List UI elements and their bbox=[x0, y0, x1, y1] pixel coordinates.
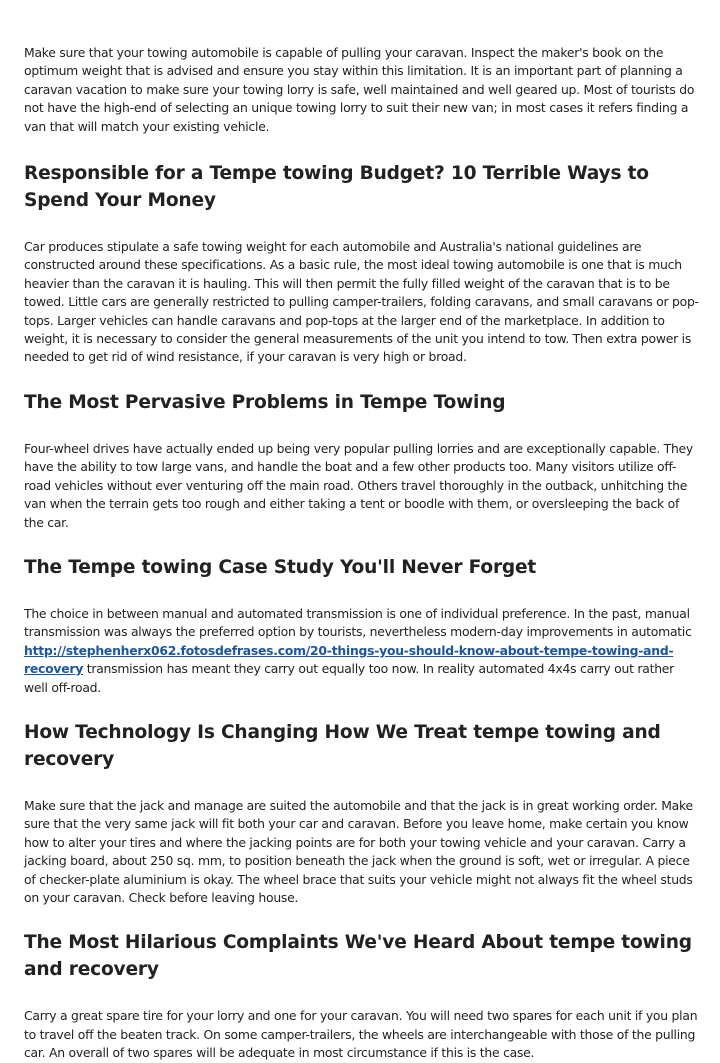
section-paragraph: Carry a great spare tire for your lorry and one for your caravan. You will need two spares for each unit if you plan to travel off the beaten track. On some camper-trailers, the wheels are interchangeable with those of the pulling car. An overall of two spares will be adequate in most circumstance if this is the case. bbox=[24, 1008, 698, 1061]
section-budget bbox=[24, 160, 700, 367]
section-paragraph: Car produces stipulate a safe towing weight for each automobile and Australia's national guidelines are constructed around these specifications. As a basic rule, the most ideal towing automobile is one that is much heavier than the caravan it is hauling. This will then permit the fully filled weight of the caravan that is to be towed. Little cars are generally restricted to pulling camper-trailers, folding caravans, and small caravans or pop-tops. Larger vehicles can handle caravans and pop-tops at the larger end of the marketplace. In addition to weight, it is necessary to consider the general measurements of the unit you intend to tow. Then extra power is needed to get rid of wind resistance, if your caravan is very high or broad. bbox=[24, 239, 699, 365]
section-heading: The Tempe towing Case Study You'll Never Forget bbox=[24, 556, 537, 578]
section-heading: The Most Hilarious Complaints We've Heard About tempe towing and recovery bbox=[24, 932, 692, 981]
section-heading: The Most Pervasive Problems in Tempe Towing bbox=[24, 391, 506, 413]
paragraph-text-after-link: transmission has meant they carry out equally too now. In reality automated 4x4s carry out rather well off-road. bbox=[24, 661, 675, 695]
section-paragraph: Make sure that the jack and manage are suited the automobile and that the jack is in great working order. Make sure that the very same jack will fit both your car and caravan. Before you leave home, make certain you know how to alter your tires and where the jacking points are for both your towing vehicle and your caravan. Carry a jacking board, about 250 sq. mm, to position beneath the jack when the ground is soft, wet or irregular. A piece of checker-plate aluminium is okay. The wheel brace that suits your vehicle might not always fit the wheel studs on your caravan. Check before leaving house. bbox=[24, 797, 693, 905]
section-paragraph: Four-wheel drives have actually ended up being very popular pulling lorries and are exceptionally capable. They have the ability to tow large vans, and handle the boat and a few other products too. Many visitors utilize off-road vehicles without ever venturing off the main road. Others travel thoroughly in the outback, unhitching the van when the terrain gets too rough and either taking a tent or boodle with them, or oversleeping the back of the car. bbox=[24, 440, 694, 530]
section-paragraph bbox=[24, 605, 700, 697]
section-problems bbox=[24, 389, 700, 532]
section-complaints bbox=[24, 929, 700, 1062]
paragraph-text-before-link: The choice in between manual and automated transmission is one of individual preference. In the past, manual transmission was always the preferred option by tourists, nevertheless modern-day improvements in automatic bbox=[24, 605, 692, 640]
section-heading: How Technology Is Changing How We Treat tempe towing and recovery bbox=[24, 721, 661, 770]
section-heading: Responsible for a Tempe towing Budget? 10 Terrible Ways to Spend Your Money bbox=[24, 163, 649, 212]
section-technology bbox=[24, 719, 700, 907]
section-case-study bbox=[24, 554, 700, 697]
article-link[interactable]: http://stephenherx062.fotosdefrases.com/20-things-you-should-know-about-tempe-towing-and-recovery bbox=[24, 642, 674, 677]
intro-paragraph: Make sure that your towing automobile is capable of pulling your caravan. Inspect the maker's book on the optimum weight that is advised and ensure you stay within this limitation. It is an important part of planning a caravan vacation to make sure your towing lorry is safe, well maintained and well geared up. Most of tourists do not have the high-end of selecting an unique towing lorry to suit their new van; in most cases it refers finding a van that will match your existing vehicle. bbox=[24, 45, 695, 134]
